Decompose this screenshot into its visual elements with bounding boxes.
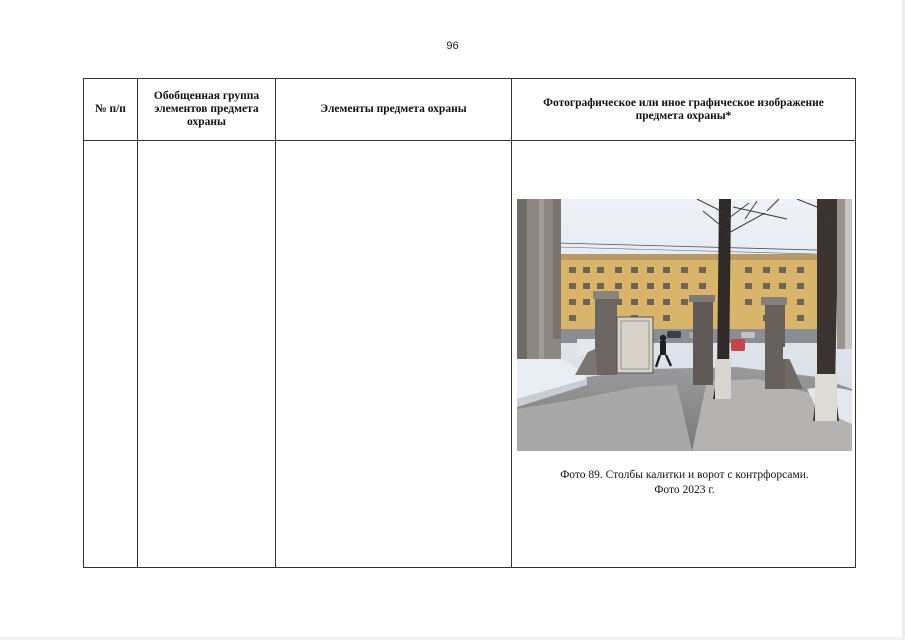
column-divider bbox=[275, 79, 276, 567]
header-element-group: Обобщенная группа элементов предмета охраны bbox=[153, 90, 260, 128]
header-row-divider bbox=[84, 140, 855, 141]
photo-caption-line1: Фото 89. Столбы калитки и ворот с контрфорсами. bbox=[560, 469, 809, 481]
photo-caption-line2: Фото 2023 г. bbox=[654, 484, 715, 496]
header-number: № п/п bbox=[95, 103, 126, 115]
photo-gate-pillars bbox=[517, 199, 852, 451]
protection-elements-table bbox=[83, 78, 856, 568]
header-elements: Элементы предмета охраны bbox=[320, 103, 467, 115]
header-photo-image: Фотографическое или иное графическое изображение предмета охраны* bbox=[543, 96, 824, 122]
column-divider bbox=[137, 79, 138, 567]
photo-caption bbox=[512, 468, 857, 498]
page-number: 96 bbox=[446, 40, 459, 52]
photo-gate-pillars-image bbox=[517, 199, 852, 451]
